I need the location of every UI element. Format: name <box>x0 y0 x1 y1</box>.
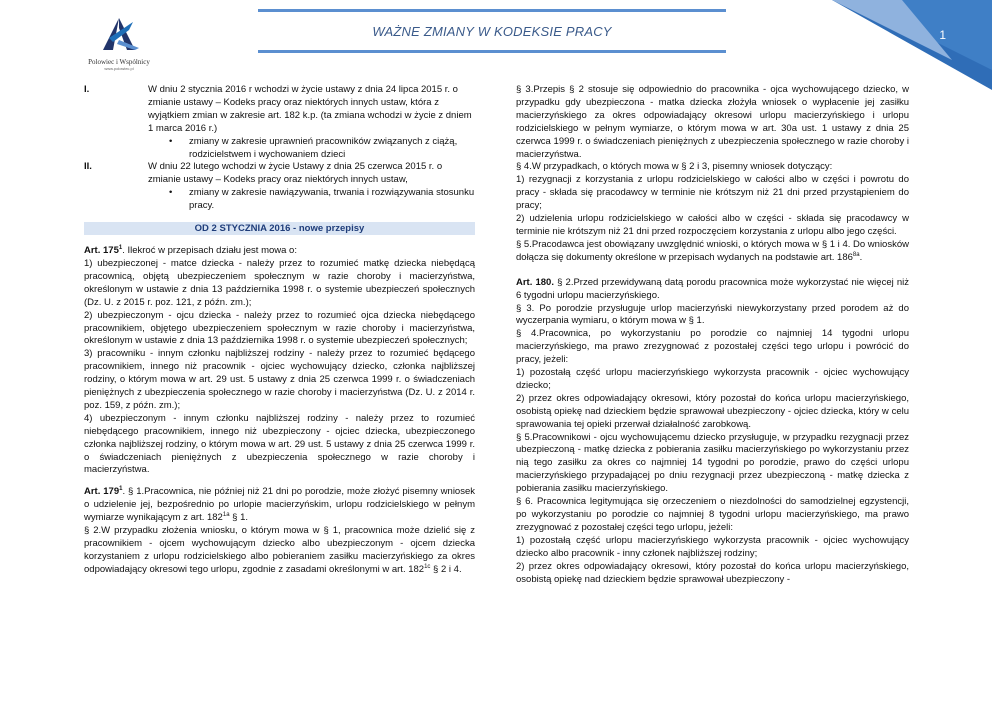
logo-mark-icon <box>89 14 149 52</box>
s4-item-2: 2) udzielenia urlopu rodzicielskiego w całości albo w części - składa się pracodawcy w terminie nie krótszym niż 21 dni przed rozpoczęciem korzystania z urlopu albo jego części. <box>516 213 909 237</box>
art-175-heading <box>84 245 475 258</box>
bullet-item <box>84 187 475 213</box>
reference-sup: 8a <box>852 251 860 258</box>
paragraph-text: . § 1.Pracownica, nie później niż 21 dni po porodzie, może złożyć pisemny wniosek o udzielenie jej, bezpośrednio po urlopie macierzyńskim, urlopu rodzicielskiego w pełnym wymiarze wynikającym z art. 182 <box>84 486 475 524</box>
bullet-text: zmiany w zakresie nawiązywania, trwania i rozwiązywania stosunku pracy. <box>189 187 475 212</box>
intro-item-2 <box>84 161 475 187</box>
art-180-s4-item-2: 2) przez okres odpowiadający okresowi, który pozostał do końca urlopu macierzyńskiego, osobistą opiekę nad dzieckiem będzie sprawował ubezpieczony - ojciec dziecka, który w celu sprawowania tej opieki przerwał działalność zarobkową. <box>516 392 909 430</box>
reference-sup: 1a <box>222 512 230 519</box>
intro-item-1 <box>84 84 475 136</box>
s4-item-1: 1) rezygnacji z korzystania z urlopu rodzicielskiego w całości albo w części i powrotu do pracy - składa się pracodawcy w terminie nie krótszym niż 21 dni przed przystąpieniem do pracy; <box>516 174 909 212</box>
bullet-text: zmiany w zakresie uprawnień pracowników związanych z ciążą, rodzicielstwem i wychowaniem dzieci <box>189 135 458 160</box>
article-label: Art. 179 <box>84 486 120 498</box>
intro-text: W dniu 2 stycznia 2016 r wchodzi w życie ustawy z dnia 24 lipca 2015 r. o zmianie ustawy – Kodeks pracy oraz niektórych innych ustaw, która z wyjątkiem zmian w zakresie art. 182 k.p. (ta zmiana wchodzi w życie z dniem 1 marca 2016 r.) <box>148 84 472 134</box>
art-180-s4-item-1: 1) pozostałą część urlopu macierzyńskiego wykorzysta pracownik - ojciec wychowujący dziecko; <box>516 367 909 391</box>
header-top-rule <box>258 9 726 12</box>
art-180-s6-item-1: 1) pozostałą część urlopu macierzyńskiego wykorzysta pracownik - ojciec wychowujący dziecko albo pracownik - inny członek najbliższej rodziny; <box>516 534 909 559</box>
article-sup: 1 <box>119 486 123 493</box>
article-label: Art. 180. <box>516 276 554 288</box>
paragraph-text: § 2.W przypadku złożenia wniosku, o którym mowa w § 1, pracownica może dzielić się z pracownikiem - ojcem wychowującym dziecko albo ubezpieczonym - ojcem dziecka korzystaniem z urlopu rodzicielskiego albo pobieraniem zasiłku macierzyńskiego za okres odpowiadający okresowi tego urlopu, zgodnie z zasadami określonymi w art. 182 <box>84 525 475 575</box>
art-180-s6: § 6. Pracownica legitymująca się orzeczeniem o niezdolności do samodzielnej egzystencji, po wykorzystaniu po porodzie co najmniej 8 tygodni urlopu macierzyńskiego, ma prawo zrezygnować z pozostałej części tego urlopu, jeżeli: <box>516 496 909 533</box>
bullet-item <box>84 136 475 162</box>
company-logo <box>74 14 164 70</box>
article-sup: 1 <box>118 244 123 251</box>
roman-numeral: II. <box>84 161 92 173</box>
s3-paragraph: § 3.Przepis § 2 stosuje się odpowiednio do pracownika - ojca wychowującego dziecko, w przypadku gdy ubezpieczona - matka dziecka złożyła wniosek o wypłacenie jej zasiłku macierzyńskiego za okres odpowiadający okresowi urlopu macierzyńskiego i urlopu rodzicielskiego w pełnym wymiarze, o którym mowa w art. 30a ust. 1 ustawy z dnia 25 czerwca 1999 r. o świadczeniach pieniężnych z ubezpieczenia społecznego w razie choroby i macierzyństwa. <box>516 84 909 160</box>
paragraph-text: . <box>859 251 863 263</box>
s5-paragraph <box>516 239 909 265</box>
art-180-s3: § 3. Po porodzie przysługuje urlop macierzyński niewykorzystany przed porodem aż do wyczerpania wymiaru, o którym mowa w § 1. <box>516 302 909 327</box>
bullet-icon: • <box>169 187 173 199</box>
art-180-s4: § 4.Pracownica, po wykorzystaniu po porodzie co najmniej 14 tygodni urlopu macierzyńskiego, ma prawo zrezygnować z pozostałej części tego urlopu i powrócić do pracy, jeżeli: <box>516 328 909 366</box>
paragraph-text: § 2 i 4. <box>430 563 462 575</box>
article-lead: . Ilekroć w przepisach działu jest mowa o: <box>122 245 297 257</box>
section-heading: OD 2 STYCZNIA 2016 - nowe przepisy <box>84 222 475 235</box>
art-179-para-1 <box>84 486 475 525</box>
art-179-para-2 <box>84 525 475 577</box>
page-number: 1 <box>939 28 946 42</box>
header-bottom-rule <box>258 50 726 53</box>
art-175-item: 3) pracowniku - innym członku najbliższej rodziny - należy przez to rozumieć będącego pracownikiem, innego niż pracownik - ojciec wychowujący dziecko, członka najbliższej rodziny, o którym mowa w art. 29 ust. 5 ustawy z dnia 25 czerwca 1999 r. o świadczeniach pieniężnych z ubezpieczenia społecznego w razie choroby i macierzyństwa (Dz. U. z 2014 r. poz. 159, z późn. zm.); <box>84 348 475 411</box>
left-column <box>84 84 475 577</box>
roman-numeral: I. <box>84 84 90 95</box>
intro-text: W dniu 22 lutego wchodzi w życie Ustawy z dnia 25 czerwca 2015 r. o zmianie ustawy – Kodeks pracy oraz niektórych innych ustaw, <box>148 161 443 186</box>
article-label: Art. 175 <box>84 245 119 257</box>
art-180-s2 <box>516 277 909 303</box>
s4-paragraph: § 4.W przypadkach, o których mowa w § 2 i 3, pisemny wniosek dotyczący: <box>516 161 833 173</box>
logo-url: www.polowiec.pl <box>104 66 134 71</box>
right-column <box>516 84 909 586</box>
page-title: WAŻNE ZMIANY W KODEKSIE PRACY <box>372 24 612 39</box>
paragraph-text: § 5.Pracodawca jest obowiązany uwzględnić wnioski, o których mowa w § 1 i 4. Do wniosków dołącza się dokumenty określone w przepisach wydanych na podstawie art. 186 <box>516 238 909 263</box>
art-175-item: 1) ubezpieczonej - matce dziecka - należy przez to rozumieć matkę dziecka niebędącą pracownicą, objętą ubezpieczeniem społecznym w razie choroby i macierzyństwa, określonym w ustawie z dnia 13 października 1998 r. o systemie ubezpieczeń społecznych (Dz. U. z 2015 r. poz. 121, z późn. zm.); <box>84 257 475 308</box>
art-180-s5: § 5.Pracownikowi - ojcu wychowującemu dziecko przysługuje, w przypadku rezygnacji przez ubezpieczoną - matkę dziecka z pobierania zasiłku macierzyńskiego po wykorzystaniu przez nią tego zasiłku za okres co najmniej 14 tygodni po porodzie, prawo do części urlopu macierzyńskiego przypadającej po dniu rezygnacji przez ubezpieczoną - matkę dziecka z pobierania zasiłku macierzyńskiego. <box>516 431 909 495</box>
art-175-item: 4) ubezpieczonym - innym członku najbliższej rodziny - należy przez to rozumieć niebędącego pracownikiem, innego niż ubezpieczony - ojciec dziecka, ubezpieczonego członka najbliższej rodziny, o którym mowa w art. 29 ust. 5 ustawy z dnia 25 czerwca 1999 r. o świadczeniach pieniężnych z ubezpieczenia społecznego w razie choroby i macierzyństwa. <box>84 412 475 476</box>
paragraph-text: § 2.Przed przewidywaną datą porodu pracownica może wykorzystać nie więcej niż 6 tygodni urlopu macierzyńskiego. <box>516 276 909 301</box>
reference-sup: 1c <box>424 563 431 570</box>
logo-name: Polowiec i Wspólnicy <box>88 58 150 66</box>
art-180-s6-item-2: 2) przez okres odpowiadający okresowi, który pozostał do końca urlopu macierzyńskiego, osobistą opiekę nad dzieckiem będzie sprawował ubezpieczony - <box>516 560 909 585</box>
bullet-icon: • <box>169 135 173 147</box>
paragraph-text: § 1. <box>229 512 249 524</box>
art-175-item: 2) ubezpieczonym - ojcu dziecka - należy przez to rozumieć ojca dziecka niebędącego pracownikiem, objętego ubezpieczeniem społecznym w razie choroby i macierzyństwa, określonym w ustawie z dnia 13 października 1998 r. o systemie ubezpieczeń społecznych; <box>84 309 475 347</box>
corner-decoration <box>832 0 992 90</box>
